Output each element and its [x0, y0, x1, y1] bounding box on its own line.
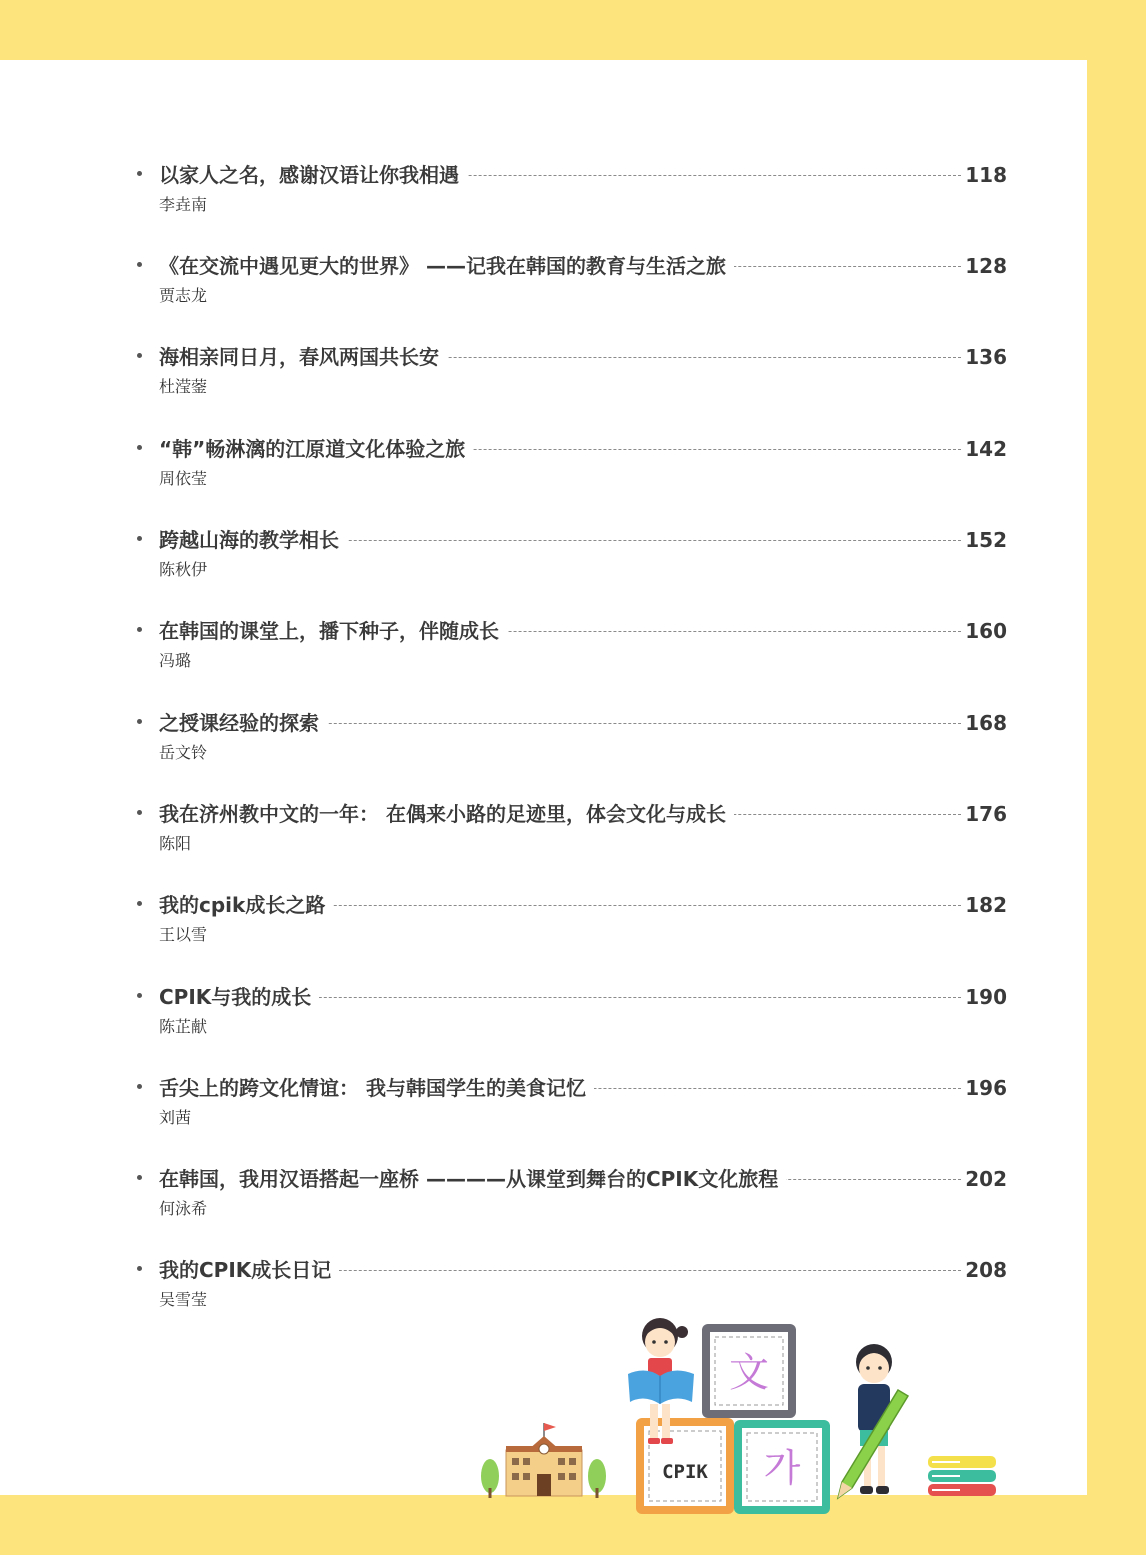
toc-page-number: 196: [963, 1073, 1007, 1103]
block-right-char: 가: [763, 1446, 801, 1490]
letter-block-top: [702, 1324, 796, 1418]
school-icon: [506, 1423, 582, 1496]
toc-entry[interactable]: [137, 342, 1007, 398]
toc-author: 冯璐: [159, 651, 192, 670]
toc-title[interactable]: “韩”畅淋漓的江原道文化体验之旅: [159, 434, 473, 464]
toc-title[interactable]: 我在济州教中文的一年： 在偶来小路的足迹里，体会文化与成长: [159, 799, 734, 829]
toc-entry[interactable]: [137, 799, 1007, 855]
toc-page-number: 168: [963, 708, 1007, 738]
block-top-char: 文: [729, 1350, 769, 1396]
toc-title[interactable]: 在韩国的课堂上，播下种子，伴随成长: [159, 616, 507, 646]
bullet-icon: [137, 810, 142, 815]
letter-block-right: [734, 1420, 830, 1514]
toc-author: 王以雪: [159, 925, 208, 944]
book-stack-icon: [928, 1456, 996, 1496]
block-left-text: CPIK: [662, 1461, 708, 1483]
bullet-icon: [137, 1084, 142, 1089]
toc-author: 陈阳: [159, 834, 192, 853]
toc-author: 贾志龙: [159, 286, 208, 305]
toc-entry[interactable]: [137, 434, 1007, 490]
toc-author: 陈秋伊: [159, 560, 208, 579]
bullet-icon: [137, 262, 142, 267]
toc-title[interactable]: 以家人之名，感谢汉语让你我相遇: [159, 160, 467, 190]
toc-author: 何泳希: [159, 1199, 208, 1218]
toc-page-number: 190: [963, 982, 1007, 1012]
toc-entry[interactable]: [137, 890, 1007, 946]
bullet-icon: [137, 1175, 142, 1180]
toc-page-number: 128: [963, 251, 1007, 281]
bullet-icon: [137, 171, 142, 176]
toc-entry[interactable]: [137, 1073, 1007, 1129]
bullet-icon: [137, 901, 142, 906]
toc-title[interactable]: CPIK与我的成长: [159, 982, 319, 1012]
toc-title[interactable]: 跨越山海的教学相长: [159, 525, 347, 555]
toc-entry[interactable]: [137, 1255, 1007, 1311]
tree-icon: [481, 1459, 499, 1498]
toc-author: 李垚南: [159, 195, 208, 214]
bullet-icon: [137, 993, 142, 998]
toc-title[interactable]: 海相亲同日月，春风两国共长安: [159, 342, 447, 372]
bullet-icon: [137, 1266, 142, 1271]
toc-title[interactable]: 我的CPIK成长日记: [159, 1255, 339, 1285]
toc-entry[interactable]: [137, 251, 1007, 307]
toc-page-number: 136: [963, 342, 1007, 372]
toc-page-number: 176: [963, 799, 1007, 829]
bullet-icon: [137, 445, 142, 450]
toc-entry[interactable]: [137, 616, 1007, 672]
bullet-icon: [137, 627, 142, 632]
toc-author: 岳文铃: [159, 743, 208, 762]
boy-with-pencil-icon: [838, 1344, 908, 1498]
toc-entry[interactable]: [137, 982, 1007, 1038]
toc-author: 杜滢蓥: [159, 377, 208, 396]
toc-title[interactable]: 之授课经验的探索: [159, 708, 327, 738]
toc-title[interactable]: 《在交流中遇见更大的世界》 ——记我在韩国的教育与生活之旅: [159, 251, 734, 281]
bullet-icon: [137, 353, 142, 358]
toc-page-number: 202: [963, 1164, 1007, 1194]
bullet-icon: [137, 719, 142, 724]
toc-author: 吴雪莹: [159, 1290, 208, 1309]
toc-author: 刘茜: [159, 1108, 192, 1127]
toc-page-number: 208: [963, 1255, 1007, 1285]
toc-page-number: 142: [963, 434, 1007, 464]
toc-page-number: 152: [963, 525, 1007, 555]
toc-title[interactable]: 在韩国，我用汉语搭起一座桥 ————从课堂到舞台的CPIK文化旅程: [159, 1164, 786, 1194]
toc-page-number: 182: [963, 890, 1007, 920]
toc-page-number: 118: [963, 160, 1007, 190]
toc-title[interactable]: 我的cpik成长之路: [159, 890, 333, 920]
toc-entry[interactable]: [137, 160, 1007, 216]
toc-page-number: 160: [963, 616, 1007, 646]
toc-entry[interactable]: [137, 1164, 1007, 1220]
bullet-icon: [137, 536, 142, 541]
decorative-illustration: [470, 1318, 1010, 1518]
tree-icon: [588, 1459, 606, 1498]
toc-author: 陈芷献: [159, 1017, 208, 1036]
toc-entry[interactable]: [137, 708, 1007, 764]
toc-author: 周依莹: [159, 469, 208, 488]
toc-entry[interactable]: [137, 525, 1007, 581]
toc-title[interactable]: 舌尖上的跨文化情谊： 我与韩国学生的美食记忆: [159, 1073, 594, 1103]
